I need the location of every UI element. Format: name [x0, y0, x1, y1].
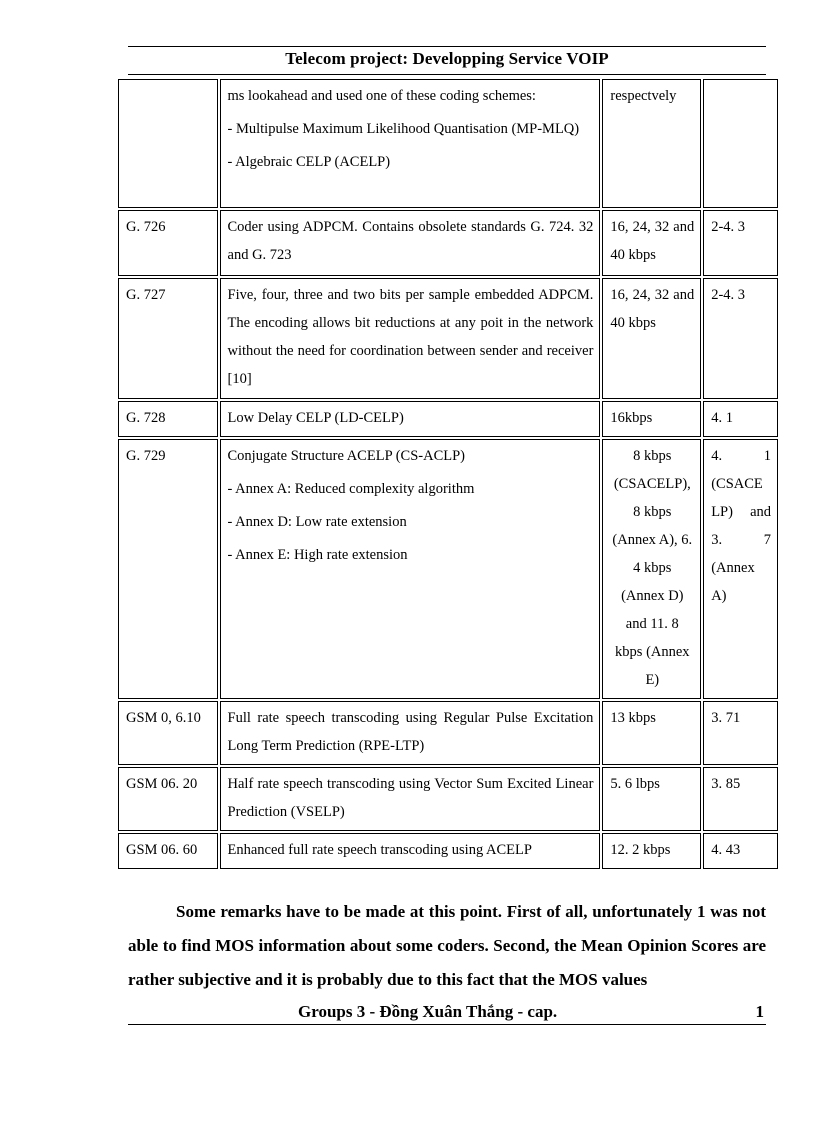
table-row	[118, 767, 778, 831]
mos-cell: 4. 1	[703, 401, 778, 437]
mos-cell: 3. 71	[703, 701, 778, 765]
header-bottom-rule	[128, 74, 766, 75]
description-line: Conjugate Structure ACELP (CS-ACLP)	[227, 448, 466, 464]
mos-cell: 3. 85	[703, 767, 778, 831]
codec-table	[116, 77, 780, 871]
description-line: - Annex D: Low rate extension	[227, 514, 407, 530]
description-cell: Half rate speech transcoding using Vector Sum Excited Linear Prediction (VSELP)	[220, 767, 601, 831]
description-line: - Annex A: Reduced complexity algorithm	[227, 481, 475, 497]
bitrate-cell: 13 kbps	[602, 701, 701, 765]
table-row	[118, 79, 778, 208]
bitrate-cell: 8 kbps (CSACELP), 8 kbps (Annex A), 6. 4 kbps (Annex D) and 11. 8 kbps (Annex E)	[602, 439, 701, 699]
page-header: Telecom project: Developping Service VOIP	[285, 49, 609, 68]
standard-cell	[118, 79, 218, 208]
standard-cell: G. 727	[118, 278, 218, 399]
table-row	[118, 278, 778, 399]
standard-cell: GSM 06. 20	[118, 767, 218, 831]
mos-cell: 2-4. 3	[703, 278, 778, 399]
standard-cell: GSM 0, 6.10	[118, 701, 218, 765]
description-cell: Five, four, three and two bits per sample embedded ADPCM. The encoding allows bit reductions at any poit in the network without the need for coordination between sender and receiver [10]	[220, 278, 601, 399]
standard-cell: G. 726	[118, 210, 218, 276]
standard-cell: G. 729	[118, 439, 218, 699]
page-number: 1	[755, 1002, 764, 1021]
mos-cell: 2-4. 3	[703, 210, 778, 276]
table-row	[118, 401, 778, 437]
footer-title: Groups 3 - Đồng Xuân Thắng - cap.	[298, 1002, 558, 1021]
description-cell: Coder using ADPCM. Contains obsolete standards G. 724. 32 and G. 723	[220, 210, 601, 276]
description-cell: Full rate speech transcoding using Regular Pulse Excitation Long Term Prediction (RPE-LTP)	[220, 701, 601, 765]
description-cell	[220, 79, 601, 208]
description-line: - Algebraic CELP (ACELP)	[227, 154, 391, 170]
mos-cell: 4. 1 (CSACE LP) and 3. 7 (Annex A)	[703, 439, 778, 699]
bitrate-cell: respectvely	[602, 79, 701, 208]
footer-rule	[128, 1024, 766, 1025]
mos-cell	[703, 79, 778, 208]
description-cell: Enhanced full rate speech transcoding using ACELP	[220, 833, 601, 869]
remarks-paragraph: Some remarks have to be made at this point. First of all, unfortunately 1 was not able to find MOS information about some coders. Second, the Mean Opinion Scores are rather subjective and it is probably due to this fact that the MOS values	[128, 902, 766, 989]
description-cell	[220, 439, 601, 699]
bitrate-cell: 16kbps	[602, 401, 701, 437]
standard-cell: GSM 06. 60	[118, 833, 218, 869]
description-cell: Low Delay CELP (LD-CELP)	[220, 401, 601, 437]
description-line: ms lookahead and used one of these coding schemes:	[227, 88, 536, 104]
description-line: - Annex E: High rate extension	[227, 547, 408, 563]
description-line: - Multipulse Maximum Likelihood Quantisation (MP-MLQ)	[227, 121, 580, 137]
table-row	[118, 210, 778, 276]
table-row	[118, 439, 778, 699]
table-row	[118, 701, 778, 765]
bitrate-cell: 16, 24, 32 and 40 kbps	[602, 210, 701, 276]
bitrate-cell: 16, 24, 32 and 40 kbps	[602, 278, 701, 399]
mos-cell: 4. 43	[703, 833, 778, 869]
bitrate-cell: 12. 2 kbps	[602, 833, 701, 869]
header-top-rule	[128, 46, 766, 47]
bitrate-cell: 5. 6 lbps	[602, 767, 701, 831]
standard-cell: G. 728	[118, 401, 218, 437]
table-row	[118, 833, 778, 869]
